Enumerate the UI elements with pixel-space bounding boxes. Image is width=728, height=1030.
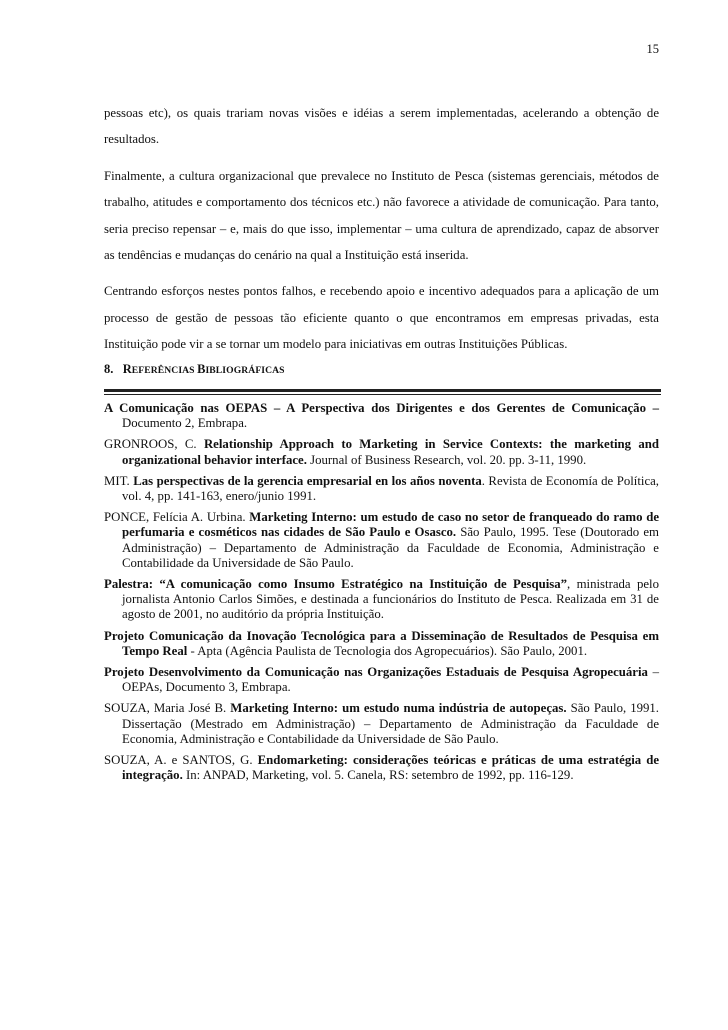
- reference-item: MIT. Las perspectivas de la gerencia empresarial en los años noventa. Revista de Economía de Política, vol. 4, pp. 141-163, enero/junio 1991.: [104, 473, 660, 504]
- reference-item: SOUZA, Maria José B. Marketing Interno: um estudo numa indústria de autopeças. São Paulo, 1991. Dissertação (Mestrado em Administração) – Departamento de Administração da Faculdade de Economia, Administração e Contabilidade da Universidade de São Paulo.: [104, 701, 660, 746]
- heading-rule-thick: [104, 389, 661, 392]
- reference-item: Projeto Desenvolvimento da Comunicação nas Organizações Estaduais de Pesquisa Agropecuária – OEPAs, Documento 3, Embrapa.: [104, 665, 659, 695]
- reference-item: GRONROOS, C. Relationship Approach to Marketing in Service Contexts: the marketing and organizational behavior interface. Journal of Business Research, vol. 20. pp. 3-11, 1990.: [104, 437, 659, 467]
- paragraph: Centrando esforços nestes pontos falhos, e recebendo apoio e incentivo adequados para a aplicação de um processo de gestão de pessoas tão eficiente quanto o que encontramos em empresas privadas, esta Instituição pode vir a se tornar um modelo para iniciativas em outras Instituições Públicas.: [104, 284, 659, 352]
- reference-item: Palestra: “A comunicação como Insumo Estratégico na Instituição de Pesquisa”, ministrada pelo jornalista Antonio Carlos Simões, e destinada a funcionários do Instituto de Pesca. Realizada em 31 de agosto de 2001, no auditório da própria Instituição.: [104, 577, 659, 622]
- body-text: [104, 100, 659, 368]
- paragraph: Finalmente, a cultura organizacional que prevalece no Instituto de Pesca (sistemas gerenciais, métodos de trabalho, atitudes e comportamento dos técnicos etc.) não favorece a atividade de comunicação. Para tanto, seria preciso repensar – e, mais do que isso, implementar – uma cultura de aprendizado, capaz de absorver as tendências e mudanças do cenário na qual a Instituição está inserida.: [104, 168, 659, 263]
- section-number: 8.: [104, 362, 114, 376]
- reference-item: A Comunicação nas OEPAS – A Perspectiva dos Dirigentes e dos Gerentes de Comunicação – Documento 2, Embrapa.: [104, 401, 659, 431]
- paragraph: pessoas etc), os quais trariam novas visões e idéias a serem implementadas, acelerando a obtenção de resultados.: [104, 106, 659, 147]
- reference-item: Projeto Comunicação da Inovação Tecnológica para a Disseminação de Resultados de Pesquisa em Tempo Real - Apta (Agência Paulista de Tecnologia dos Agropecuários). São Paulo, 2001.: [104, 628, 659, 658]
- section-heading: 8. REFERÊNCIAS BIBLIOGRÁFICAS: [104, 362, 285, 376]
- heading-rule-thin: [104, 394, 661, 395]
- reference-item: PONCE, Felícia A. Urbina. Marketing Interno: um estudo de caso no setor de franqueado do ramo de perfumaria e cosméticos nas cidades de São Paulo e Osasco. São Paulo, 1995. Tese (Doutorado em Administração) – Departamento de Administração da Faculdade de Economia, Administração e Contabilidade da Universidade de São Paulo.: [104, 510, 659, 570]
- reference-item: SOUZA, A. e SANTOS, G. Endomarketing: considerações teóricas e práticas de uma estratégia de integração. In: ANPAD, Marketing, vol. 5. Canela, RS: setembro de 1992, pp. 116-129.: [104, 753, 660, 783]
- page-number: 15: [646, 42, 659, 56]
- reference-list: [104, 401, 659, 789]
